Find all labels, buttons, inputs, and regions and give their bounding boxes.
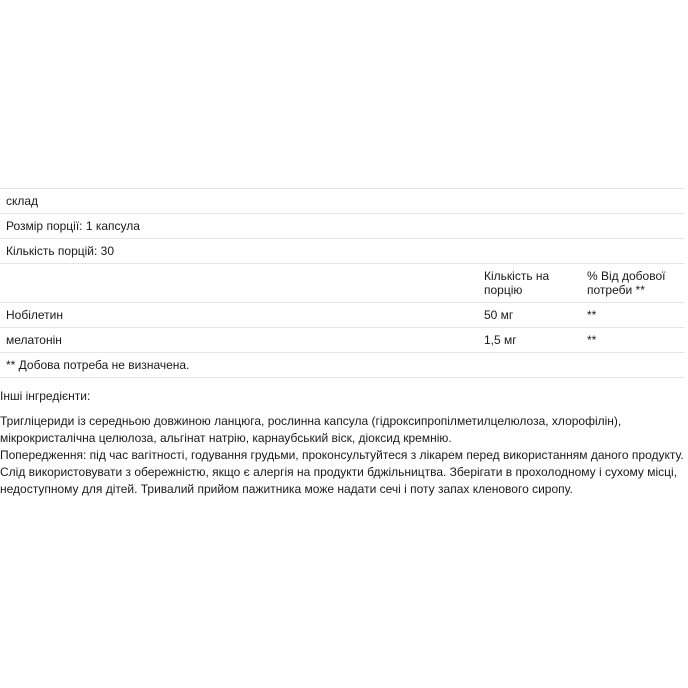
facts-title-row [0, 189, 685, 214]
other-ingredients-title: Інші інгредієнти: [0, 389, 91, 403]
servings-count: Кількість порцій: 30 [6, 244, 115, 258]
serving-size: Розмір порції: 1 капсула [6, 219, 140, 233]
other-ingredients-text: Тригліцериди із середньою довжиною ланцюга, рослинна капсула (гідроксипропілметилцелюлоза, хлорофілін), мікрокристалічна целюлоза, альгінат натрію, карнаубський віск, діоксид кремнію. [0, 414, 622, 445]
nutrient-amount: 1,5 мг [484, 333, 517, 347]
nutrient-name: мелатонін [6, 333, 62, 347]
daily-value-header: % Від добової потреби ** [587, 269, 666, 297]
servings-count-row [0, 239, 685, 264]
table-row [0, 303, 685, 328]
facts-footnote-row [0, 353, 685, 378]
warning-text: Попередження: під час вагітності, годування грудьми, проконсультуйтеся з лікарем перед використанням даного продукту. Слід використовувати з обережністю, якщо є алергія на продукти бджільництва. Зберігати в прохолодному і сухому місці, недоступному для дітей. Тривалий прийом пажитника може надати сечі і поту запах кленового сиропу. [0, 448, 684, 496]
amount-header: Кількість на порцію [484, 269, 550, 297]
nutrient-amount: 50 мг [484, 308, 514, 322]
facts-footnote: ** Добова потреба не визначена. [6, 358, 190, 372]
table-row [0, 328, 685, 353]
nutrient-daily-value: ** [587, 308, 597, 322]
nutrient-daily-value: ** [587, 333, 597, 347]
facts-title: склад [6, 194, 39, 208]
nutrient-name: Нобілетин [6, 308, 63, 322]
supplement-facts-table [0, 188, 685, 378]
facts-header-row [0, 264, 685, 303]
serving-size-row [0, 214, 685, 239]
